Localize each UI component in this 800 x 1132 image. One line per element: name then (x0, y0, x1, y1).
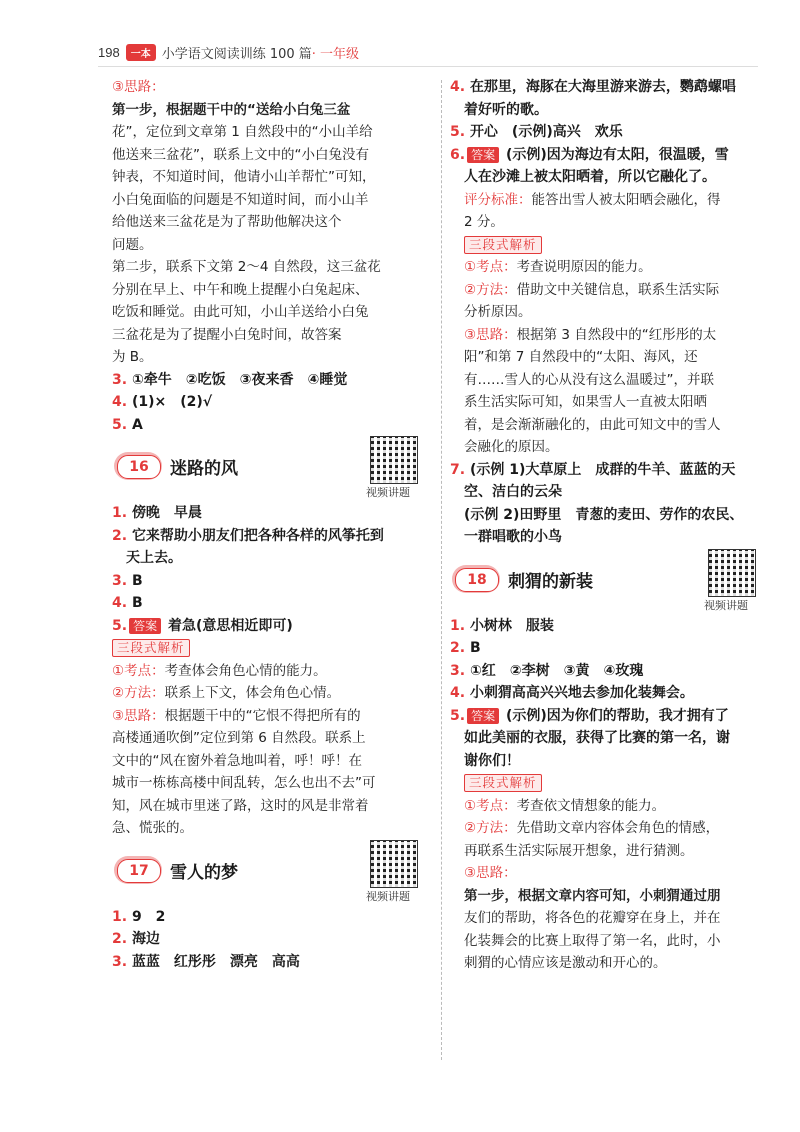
step1-line: 给他送来三盆花是为了帮助他解决这个 (112, 214, 342, 230)
pingfen-line: 评分标准：能答出雪人被太阳晒会融化，得 (464, 191, 721, 208)
silu-line: ③思路：根据第 3 自然段中的“红彤彤的太 (464, 326, 717, 343)
answer-item: 3. 蓝蓝 红彤彤 漂亮 高高 (112, 953, 300, 970)
step2-line: 吃饭和睡觉。由此可知，小山羊送给小白兔 (112, 304, 369, 320)
answer-tag: 答案 (467, 147, 499, 163)
kaodian-line: ①考点：考查体会角色心情的能力。 (112, 662, 327, 679)
page-header (98, 40, 359, 64)
silu-line: 城市一栋栋高楼中间乱转，怎么也出不去”可 (112, 775, 376, 791)
answer-item: 1. 小树林 服装 (450, 617, 554, 634)
answer-item: 4. 在那里，海豚在大海里游来游去，鹦鹉螺唱 (450, 79, 736, 95)
jiexi-tag: 三段式解析 (464, 236, 542, 254)
answer-continuation: 天上去。 (126, 550, 182, 566)
kaodian-line: ①考点：考查说明原因的能力。 (464, 259, 652, 275)
answer-item: 2. 它来帮助小朋友们把各种各样的风筝托到 (112, 527, 384, 544)
qr-code-icon[interactable] (370, 840, 418, 888)
answer-item: 6. 答案 (示例)因为海边有太阳，很温暖，雪 (450, 146, 729, 163)
answer-item: 2. B (450, 640, 481, 656)
section-16-heading (112, 440, 434, 499)
section-number-badge: 17 (114, 856, 162, 884)
answer-item: 3. B (112, 572, 143, 589)
answer-tag: 答案 (129, 618, 161, 634)
answer-continuation: 一群唱歌的小鸟 (464, 529, 562, 545)
step1-line: 小白兔面临的问题是不知道时间，而小山羊 (112, 191, 369, 208)
answer-item: 4. B (112, 595, 143, 611)
step2-line: 分别在早上、中午和晚上提醒小白兔起床、 (112, 281, 369, 298)
step2-line: 为 B。 (112, 349, 153, 365)
answer-item: 4. (1)× (2)√ (112, 394, 213, 410)
jiexi-row (450, 772, 772, 795)
section-title: 刺猬的新装 (508, 571, 593, 592)
section-18-heading (450, 553, 772, 612)
answer-item: 7. (示例 1)大草原上 成群的牛羊、蓝蓝的天 (450, 461, 736, 478)
answer-continuation: 如此美丽的衣服，获得了比赛的第一名，谢 (464, 730, 730, 746)
step1-line: 问题。 (112, 236, 153, 253)
silu-line: 着，是会渐渐融化的，由此可知文中的雪人 (464, 416, 721, 433)
silu-label: ③思路： (464, 865, 517, 881)
silu-line: 刺猬的心情应该是激动和开心的。 (464, 955, 667, 971)
step1-line: 钟表，不知道时间，他请小山羊帮忙”可知， (112, 169, 376, 185)
answer-continuation: 谢你们！ (464, 752, 520, 769)
silu-line: 阳”和第 7 自然段中的“太阳、海风，还 (464, 349, 698, 365)
silu-line: 系生活实际可知，如果雪人一直被太阳晒 (464, 394, 707, 410)
silu-line: 会融化的原因。 (464, 439, 559, 455)
kaodian-line: ①考点：考查依文情想象的能力。 (464, 797, 666, 814)
answer-continuation: (示例 2)田野里 青葱的麦田、劳作的农民、 (464, 506, 744, 523)
section-17-heading (112, 844, 434, 903)
answer-continuation: 着好听的歌。 (464, 101, 548, 118)
silu-line: 友们的帮助，将各色的花瓣穿在身上，并在 (464, 910, 721, 926)
answer-item: 5. 答案 (示例)因为你们的帮助，我才拥有了 (450, 707, 729, 724)
header-divider (98, 66, 758, 67)
section-number-badge: 18 (452, 565, 500, 593)
jiexi-tag: 三段式解析 (112, 639, 190, 657)
step1-block (112, 99, 434, 257)
section-number-badge: 16 (114, 452, 162, 480)
step2-line: 第二步，联系下文第 2～4 自然段，这三盆花 (112, 259, 381, 275)
jiexi-row (450, 234, 772, 257)
step1-line: 花”，定位到文章第 1 自然段中的“小山羊给 (112, 124, 373, 140)
page-number: 198 (98, 44, 120, 60)
silu-line: 文中的“风在窗外着急地叫着，呼！呼！在 (112, 752, 362, 769)
silu-line: 有……雪人的心从没有这么温暖过”，并联 (464, 371, 714, 388)
silu-label: ③思路： (112, 79, 165, 95)
qr-label: 视频讲题 (366, 889, 410, 903)
pingfen-line: 2 分。 (464, 214, 504, 230)
fangfa-line: 再联系生活实际展开想象，进行猜测。 (464, 842, 694, 859)
column-divider (441, 80, 442, 1060)
step1-line: 他送来三盆花”，联系上文中的“小白兔没有 (112, 146, 369, 163)
brand-logo: 一本 (126, 44, 156, 61)
answer-item: 4. 小刺猬高高兴兴地去参加化装舞会。 (450, 685, 694, 701)
right-column (450, 76, 772, 975)
qr-code-icon[interactable] (708, 549, 756, 597)
fangfa-line: ②方法：先借助文章内容体会角色的情感， (464, 820, 720, 836)
answer-item: 5. A (112, 416, 143, 433)
jiexi-row (112, 637, 434, 660)
left-column (112, 76, 434, 973)
fangfa-line: ②方法：借助文中关键信息，联系生活实际 (464, 281, 720, 298)
answer-item: 3. ①红 ②李树 ③黄 ④玫瑰 (450, 662, 644, 679)
step2-line: 三盆花是为了提醒小白兔时间，故答案 (112, 326, 342, 343)
section-title: 迷路的风 (170, 459, 238, 479)
silu-line: 高楼通通吹倒”定位到第 6 自然段。联系上 (112, 730, 366, 746)
silu-line: 知，风在城市里迷了路，这时的风是非常着 (112, 797, 369, 814)
qr-label: 视频讲题 (704, 598, 748, 612)
answer-item: 1. 傍晚 早晨 (112, 505, 202, 521)
jiexi-tag: 三段式解析 (464, 774, 542, 792)
qr-label: 视频讲题 (366, 486, 410, 499)
fangfa-line: ②方法：联系上下文，体会角色心情。 (112, 685, 341, 701)
answer-item: 3. ①牵牛 ②吃饭 ③夜来香 ④睡觉 (112, 371, 348, 388)
answer-tag: 答案 (467, 708, 499, 724)
silu-line: 化装舞会的比赛上取得了第一名，此时，小 (464, 932, 721, 949)
book-title: 小学语文阅读训练 100 篇 (161, 46, 312, 62)
silu-line: ③思路：根据题干中的“它恨不得把所有的 (112, 707, 361, 724)
silu-line: 急、慌张的。 (112, 820, 193, 836)
answer-item: 5. 答案 着急(意思相近即可) (112, 617, 293, 634)
answer-item: 1. 9 2 (112, 908, 166, 925)
answer-continuation: 空、洁白的云朵 (464, 484, 562, 500)
grade-label: · 一年级 (311, 46, 360, 62)
answer-continuation: 人在沙滩上被太阳晒着，所以它融化了。 (464, 169, 716, 185)
step2-block (112, 256, 434, 369)
step1-line: 第一步，根据题干中的“送给小白兔三盆 (112, 101, 351, 118)
fangfa-line: 分析原因。 (464, 304, 532, 320)
section-title: 雪人的梦 (170, 862, 238, 883)
answer-item: 5. 开心 (示例)高兴 欢乐 (450, 124, 623, 140)
answer-item: 2. 海边 (112, 931, 160, 947)
silu-line: 第一步，根据文章内容可知，小刺猬通过朋 (464, 887, 721, 904)
qr-code-icon[interactable] (370, 436, 418, 484)
